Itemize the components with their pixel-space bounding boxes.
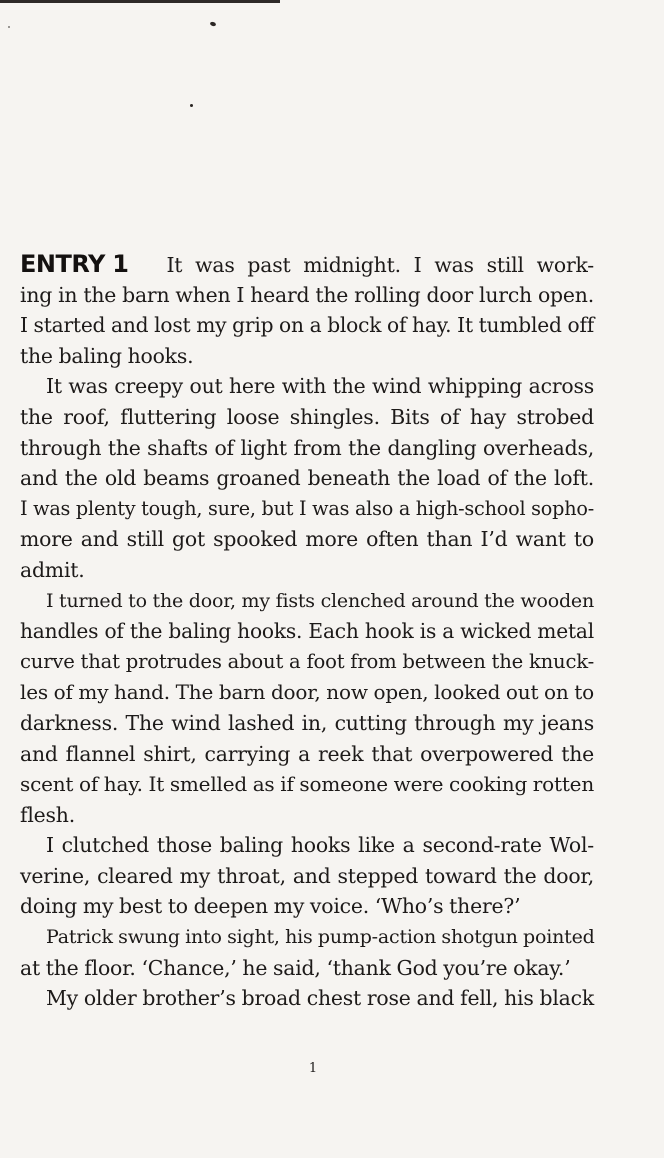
- text-line: [20, 249, 594, 280]
- text-line: les of my hand. The barn door, now open, looked out on to: [20, 680, 594, 705]
- text-line: and the old beams groaned beneath the load of the loft.: [20, 466, 594, 491]
- ink-speck: [209, 21, 216, 27]
- text-line: the baling hooks.: [20, 343, 194, 368]
- page-top-edge: [0, 0, 280, 3]
- text-line: the roof, fluttering loose shingles. Bits of hay strobed: [20, 404, 594, 429]
- text-line: I started and lost my grip on a block of hay. It tumbled off: [20, 313, 594, 338]
- text-line: I was plenty tough, sure, but I was also a high-school sopho-: [20, 496, 594, 520]
- text-line: verine, cleared my throat, and stepped toward the door,: [20, 863, 594, 888]
- text-line: ing in the barn when I heard the rolling door lurch open.: [20, 282, 594, 307]
- text-line: It was creepy out here with the wind whipping across: [46, 374, 594, 399]
- text-line: handles of the baling hooks. Each hook is a wicked metal: [20, 619, 594, 644]
- text-line: at the floor. ‘Chance,’ he said, ‘thank God you’re okay.’: [20, 955, 571, 980]
- page-number: 1: [308, 1061, 318, 1076]
- entry-heading: ENTRY 1: [20, 250, 129, 278]
- text-line: Patrick swung into sight, his pump-action shotgun pointed: [46, 926, 595, 949]
- text-line: darkness. The wind lashed in, cutting through my jeans: [20, 710, 594, 735]
- text-line: admit.: [20, 557, 85, 582]
- ink-speck: [8, 26, 10, 28]
- text-line: I turned to the door, my fists clenched around the wooden: [46, 589, 594, 612]
- text-line: flesh.: [20, 802, 76, 827]
- body-text: [20, 249, 594, 1014]
- text-line: through the shafts of light from the dangling overheads,: [20, 435, 594, 460]
- text-line: curve that protrudes about a foot from between the knuck-: [20, 649, 594, 673]
- ink-speck: [190, 104, 193, 107]
- text-line-content: It was past midnight. I was still work-: [166, 253, 594, 277]
- text-line: doing my best to deepen my voice. ‘Who’s there?’: [20, 894, 521, 919]
- text-line: more and still got spooked more often than I’d want to: [20, 527, 594, 552]
- text-line: I clutched those baling hooks like a second-rate Wol-: [46, 833, 594, 858]
- text-line: scent of hay. It smelled as if someone were cooking rotten: [20, 772, 594, 797]
- text-line: and flannel shirt, carrying a reek that overpowered the: [20, 741, 594, 766]
- text-line: My older brother’s broad chest rose and fell, his black: [46, 986, 594, 1011]
